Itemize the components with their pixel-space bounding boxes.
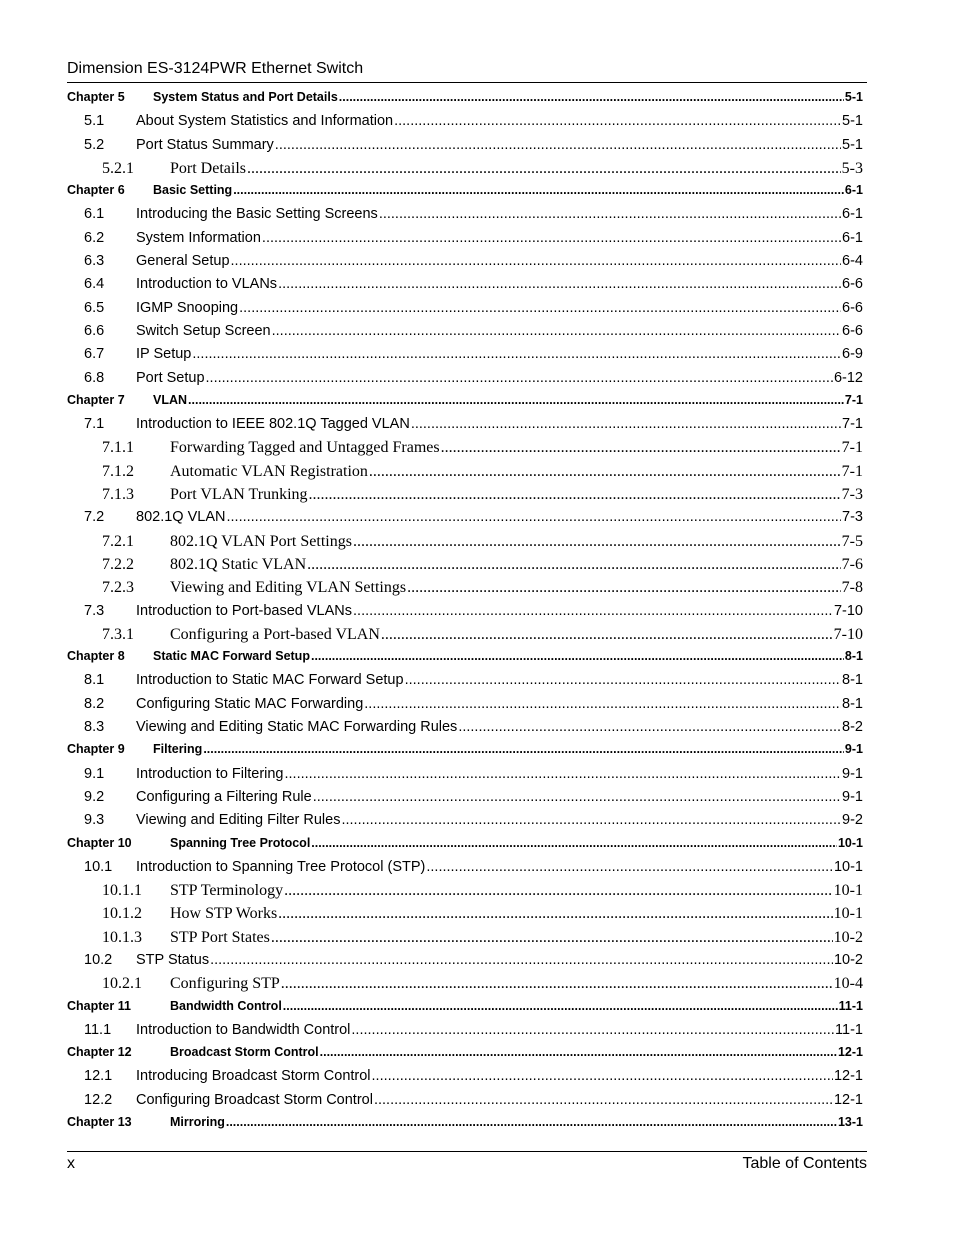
toc-entry[interactable] [67, 416, 863, 439]
toc-entry[interactable] [67, 556, 863, 579]
toc-entry-title: Forwarding Tagged and Untagged Frames [170, 439, 440, 457]
toc-entry-number: 9.1 [84, 765, 105, 782]
toc-leader-dots [405, 672, 841, 688]
toc-entry-number: Chapter 6 [67, 183, 125, 198]
toc-entry[interactable] [67, 393, 863, 416]
toc-entry-title: 802.1Q VLAN [136, 509, 226, 526]
toc-entry[interactable] [67, 160, 863, 183]
toc-entry-title: Switch Setup Screen [136, 322, 271, 339]
toc-leader-dots [372, 1068, 833, 1084]
toc-leader-dots [206, 370, 833, 386]
toc-entry-page: 6-6 [842, 322, 863, 339]
toc-entry-page: 7-1 [842, 416, 863, 433]
toc-entry-page: 7-1 [841, 439, 863, 457]
toc-leader-dots [364, 696, 841, 712]
toc-entry-number: 8.1 [84, 672, 105, 689]
toc-leader-dots [283, 999, 838, 1013]
toc-entry-page: 13-1 [837, 1115, 863, 1130]
toc-entry[interactable] [67, 905, 863, 928]
toc-entry[interactable] [67, 346, 863, 369]
toc-entry-page: 5-3 [841, 159, 863, 177]
toc-entry-title: 802.1Q VLAN Port Settings [170, 532, 352, 550]
toc-entry-title: STP Terminology [170, 882, 284, 900]
toc-entry-page: 10-1 [837, 835, 863, 850]
toc-entry-page: 7-8 [841, 579, 863, 597]
toc-entry-number: Chapter 11 [67, 998, 131, 1013]
toc-entry[interactable] [67, 230, 863, 253]
toc-entry-title: How STP Works [170, 905, 278, 923]
toc-entry-number: 6.5 [84, 299, 105, 316]
toc-leader-dots [192, 346, 841, 362]
toc-entry-number: 7.2 [84, 509, 105, 526]
toc-entry-title: Port Status Summary [136, 136, 274, 153]
toc-entry-number: 5.2 [84, 136, 105, 153]
toc-leader-dots [285, 766, 842, 782]
toc-entry-number: 6.8 [84, 369, 105, 386]
toc-entry-title: Viewing and Editing Static MAC Forwarding Rules [136, 719, 458, 736]
toc-leader-dots [311, 649, 844, 663]
toc-entry-number: 9.3 [84, 812, 105, 829]
toc-entry-page: 6-6 [842, 276, 863, 293]
toc-entry-title: Basic Setting [153, 183, 233, 198]
toc-entry-page: 6-1 [844, 183, 863, 198]
toc-leader-dots [426, 859, 833, 875]
toc-entry[interactable] [67, 276, 863, 299]
toc-leader-dots [441, 439, 841, 457]
toc-leader-dots [233, 183, 844, 197]
toc-entry-title: Configuring Static MAC Forwarding [136, 695, 364, 712]
toc-entry-page: 9-1 [844, 742, 863, 757]
toc-leader-dots [311, 836, 837, 850]
toc-entry-number: 10.2 [84, 951, 113, 968]
toc-leader-dots [341, 812, 841, 828]
toc-entry-number: 10.1.2 [102, 905, 142, 923]
toc-entry-title: Introduction to Filtering [136, 765, 284, 782]
toc-entry[interactable] [67, 952, 863, 975]
footer-rule [67, 1151, 867, 1152]
toc-entry[interactable] [67, 812, 863, 835]
header-rule [67, 82, 867, 83]
toc-entry-page: 5-1 [842, 113, 863, 130]
toc-entry-title: Introducing Broadcast Storm Control [136, 1068, 371, 1085]
toc-leader-dots [226, 1115, 837, 1129]
toc-entry-title: Port Details [170, 159, 246, 177]
toc-leader-dots [272, 323, 841, 339]
toc-entry[interactable] [67, 113, 863, 136]
toc-entry[interactable] [67, 766, 863, 789]
toc-entry[interactable] [67, 370, 863, 393]
toc-entry-number: 7.2.2 [102, 555, 134, 573]
toc-entry-page: 12-1 [837, 1045, 863, 1060]
toc-leader-dots [458, 719, 841, 735]
toc-entry-number: 7.2.3 [102, 579, 134, 597]
toc-entry-page: 10-1 [833, 858, 863, 875]
toc-entry-title: Introduction to Bandwidth Control [136, 1021, 351, 1038]
toc-entry[interactable] [67, 836, 863, 859]
toc-entry-number: 7.1 [84, 416, 105, 433]
toc-entry-page: 11-1 [835, 1021, 863, 1038]
toc-entry-page: 12-1 [833, 1091, 863, 1108]
toc-entry-title: Spanning Tree Protocol [170, 835, 311, 850]
toc-entry-number: 7.1.3 [102, 486, 134, 504]
toc-entry-page: 8-1 [842, 695, 863, 712]
toc-entry-title: Introduction to Port-based VLANs [136, 602, 353, 619]
toc-leader-dots [278, 905, 833, 923]
table-of-contents [67, 90, 863, 1138]
toc-entry-title: Port VLAN Trunking [170, 486, 308, 504]
toc-leader-dots [284, 882, 833, 900]
toc-leader-dots [203, 742, 844, 756]
toc-entry-number: 5.2.1 [102, 159, 134, 177]
toc-entry[interactable] [67, 672, 863, 695]
toc-entry-title: System Status and Port Details [153, 90, 338, 104]
toc-entry-title: Introduction to IEEE 802.1Q Tagged VLAN [136, 416, 410, 433]
toc-entry-page: 10-4 [833, 975, 863, 993]
toc-leader-dots [262, 230, 841, 246]
toc-entry-page: 9-1 [842, 788, 863, 805]
toc-entry[interactable] [67, 789, 863, 812]
toc-entry-number: 7.1.1 [102, 439, 134, 457]
toc-entry-number: Chapter 9 [67, 742, 125, 757]
toc-entry-number: Chapter 7 [67, 392, 125, 407]
toc-entry-title: Viewing and Editing VLAN Settings [170, 579, 407, 597]
toc-entry-title: Automatic VLAN Registration [170, 462, 368, 480]
toc-entry-page: 6-1 [842, 229, 863, 246]
toc-leader-dots [351, 1022, 834, 1038]
toc-entry-title: STP Status [136, 951, 210, 968]
toc-entry-title: System Information [136, 229, 261, 246]
toc-entry-title: Configuring STP [170, 975, 280, 993]
toc-entry-number: 6.2 [84, 229, 105, 246]
toc-entry-number: 8.2 [84, 695, 105, 712]
toc-entry-number: 12.2 [84, 1091, 113, 1108]
document-header: Dimension ES-3124PWR Ethernet Switch [67, 60, 364, 77]
toc-entry-title: 802.1Q Static VLAN [170, 555, 307, 573]
toc-entry-title: Configuring Broadcast Storm Control [136, 1091, 373, 1108]
toc-leader-dots [339, 90, 844, 104]
toc-entry-page: 9-1 [842, 765, 863, 782]
toc-entry-title: Introduction to VLANs [136, 276, 278, 293]
toc-entry-number: Chapter 5 [67, 90, 125, 104]
toc-entry-title: Introducing the Basic Setting Screens [136, 206, 378, 223]
toc-entry-page: 8-1 [842, 672, 863, 689]
toc-entry-page: 7-3 [841, 486, 863, 504]
toc-entry-page: 5-1 [842, 136, 863, 153]
toc-entry-page: 7-10 [833, 625, 863, 643]
toc-entry-page: 6-6 [842, 299, 863, 316]
toc-entry-number: 12.1 [84, 1068, 113, 1085]
toc-entry[interactable] [67, 859, 863, 882]
toc-entry-number: 6.1 [84, 206, 105, 223]
toc-entry-title: General Setup [136, 253, 230, 270]
toc-entry-number: 10.1.1 [102, 882, 142, 900]
toc-entry-number: 7.1.2 [102, 462, 134, 480]
toc-entry[interactable] [67, 1115, 863, 1138]
toc-leader-dots [188, 393, 844, 407]
toc-entry[interactable] [67, 90, 863, 113]
toc-entry-title: Port Setup [136, 369, 205, 386]
toc-entry[interactable] [67, 649, 863, 672]
toc-leader-dots [271, 929, 833, 947]
toc-leader-dots [381, 626, 833, 644]
toc-entry-number: 6.3 [84, 253, 105, 270]
toc-entry-number: 11.1 [84, 1021, 112, 1038]
toc-entry[interactable] [67, 626, 863, 649]
toc-entry-title: Broadcast Storm Control [170, 1045, 319, 1060]
toc-leader-dots [379, 206, 841, 222]
toc-leader-dots [226, 509, 841, 525]
footer-section-title: Table of Contents [742, 1155, 867, 1172]
toc-entry[interactable] [67, 603, 863, 626]
toc-leader-dots [369, 463, 841, 481]
toc-leader-dots [281, 975, 833, 993]
toc-entry-number: 10.1 [84, 858, 113, 875]
toc-entry[interactable] [67, 300, 863, 323]
toc-entry-page: 7-10 [833, 602, 863, 619]
toc-entry-title: Configuring a Filtering Rule [136, 788, 312, 805]
toc-entry[interactable] [67, 742, 863, 765]
toc-entry-page: 7-6 [841, 555, 863, 573]
toc-entry-page: 10-1 [833, 905, 863, 923]
toc-entry-page: 8-1 [844, 649, 863, 664]
toc-entry[interactable] [67, 463, 863, 486]
toc-entry-number: 7.3.1 [102, 625, 134, 643]
toc-leader-dots [320, 1045, 837, 1059]
toc-entry-page: 7-1 [841, 462, 863, 480]
toc-entry-number: 9.2 [84, 788, 105, 805]
toc-entry-title: Static MAC Forward Setup [153, 649, 310, 664]
toc-entry[interactable] [67, 533, 863, 556]
toc-entry-number: 6.4 [84, 276, 105, 293]
toc-entry-title: VLAN [153, 392, 188, 407]
toc-entry-page: 6-9 [842, 346, 863, 363]
toc-entry-page: 12-1 [833, 1068, 863, 1085]
toc-entry[interactable] [67, 999, 863, 1022]
toc-entry-title: About System Statistics and Information [136, 113, 394, 130]
toc-entry[interactable] [67, 882, 863, 905]
toc-leader-dots [231, 253, 842, 269]
toc-entry-page: 5-1 [844, 90, 863, 104]
toc-entry-page: 6-12 [833, 369, 863, 386]
toc-entry-number: 6.7 [84, 346, 105, 363]
toc-leader-dots [407, 579, 841, 597]
toc-entry-title: IGMP Snooping [136, 299, 239, 316]
toc-entry-title: Introduction to Spanning Tree Protocol (STP) [136, 858, 426, 875]
toc-entry-number: 8.3 [84, 719, 105, 736]
toc-entry-number: Chapter 12 [67, 1045, 132, 1060]
toc-leader-dots [278, 276, 841, 292]
toc-entry-page: 6-1 [842, 206, 863, 223]
toc-leader-dots [239, 300, 841, 316]
toc-entry[interactable] [67, 1068, 863, 1091]
toc-entry-number: Chapter 8 [67, 649, 125, 664]
toc-leader-dots [411, 416, 841, 432]
toc-entry-number: 7.2.1 [102, 532, 134, 550]
toc-entry[interactable] [67, 929, 863, 952]
toc-entry-page: 8-2 [842, 719, 863, 736]
toc-entry[interactable] [67, 975, 863, 998]
toc-entry[interactable] [67, 1092, 863, 1115]
toc-entry-title: Viewing and Editing Filter Rules [136, 812, 341, 829]
toc-entry-number: 5.1 [84, 113, 105, 130]
toc-leader-dots [353, 603, 833, 619]
toc-entry-number: Chapter 10 [67, 835, 132, 850]
toc-entry[interactable] [67, 486, 863, 509]
toc-entry-page: 10-1 [833, 882, 863, 900]
toc-entry-number: 10.2.1 [102, 975, 142, 993]
toc-entry[interactable] [67, 137, 863, 160]
toc-entry-page: 7-1 [844, 392, 863, 407]
toc-entry-title: IP Setup [136, 346, 192, 363]
toc-leader-dots [247, 160, 841, 178]
toc-entry-number: Chapter 13 [67, 1115, 132, 1130]
toc-entry[interactable] [67, 323, 863, 346]
toc-entry-number: 10.1.3 [102, 928, 142, 946]
toc-entry-page: 9-2 [842, 812, 863, 829]
toc-entry-title: Configuring a Port-based VLAN [170, 625, 380, 643]
toc-entry-page: 10-2 [833, 928, 863, 946]
toc-entry-page: 6-4 [842, 253, 863, 270]
toc-entry[interactable] [67, 253, 863, 276]
toc-leader-dots [353, 533, 841, 551]
toc-entry[interactable] [67, 509, 863, 532]
toc-entry[interactable] [67, 579, 863, 602]
toc-entry-number: 6.6 [84, 322, 105, 339]
toc-entry-title: Filtering [153, 742, 203, 757]
toc-entry-title: Mirroring [170, 1115, 225, 1130]
toc-entry[interactable] [67, 719, 863, 742]
toc-leader-dots [210, 952, 833, 968]
footer-page-number: x [67, 1155, 75, 1172]
toc-entry[interactable] [67, 183, 863, 206]
toc-entry-page: 7-3 [842, 509, 863, 526]
toc-entry-title: STP Port States [170, 928, 270, 946]
toc-entry-title: Bandwidth Control [170, 998, 282, 1013]
toc-entry[interactable] [67, 696, 863, 719]
toc-leader-dots [275, 137, 841, 153]
toc-leader-dots [309, 486, 841, 504]
toc-entry-number: 7.3 [84, 602, 105, 619]
toc-entry[interactable] [67, 1022, 863, 1045]
toc-entry-title: Introduction to Static MAC Forward Setup [136, 672, 404, 689]
toc-entry-page: 11-1 [838, 998, 863, 1013]
toc-leader-dots [313, 789, 841, 805]
toc-leader-dots [394, 113, 841, 129]
toc-leader-dots [374, 1092, 833, 1108]
toc-leader-dots [307, 556, 841, 574]
toc-entry[interactable] [67, 439, 863, 462]
toc-entry-page: 7-5 [841, 532, 863, 550]
toc-entry-page: 10-2 [833, 951, 863, 968]
toc-entry[interactable] [67, 1045, 863, 1068]
toc-entry[interactable] [67, 206, 863, 229]
